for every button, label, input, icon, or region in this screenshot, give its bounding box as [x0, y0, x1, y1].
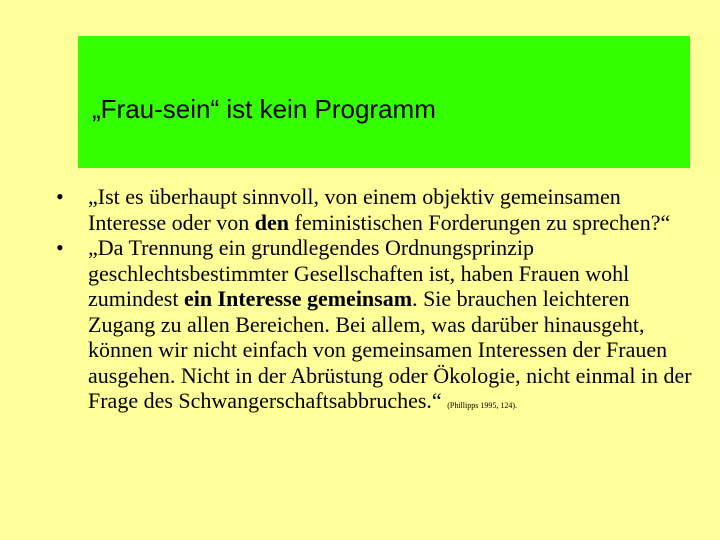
bullet-text: . Sie brauchen leichteren Zugang zu allen Bereichen. Bei allem, was darüber hinausgeht, können wir nicht einfach von gemeinsamen Interessen der Frauen ausgehen. Nicht in der Abrüstung oder Ökologie, nicht einmal in der Frage des Schwangerschaftsabbruches.“ — [88, 286, 692, 413]
bullet-text: „Da Trennung ein grundlegendes Ordnungsprinzip geschlechtsbestimmter Gesellschaften ist, haben Frauen wohl zumindest — [88, 235, 630, 311]
bullet-emphasis: den — [254, 209, 290, 235]
citation: (Phillipps 1995, 124). — [447, 401, 517, 410]
bullet-icon: • — [56, 184, 64, 209]
slide-title: „Frau-sein“ ist kein Programm — [92, 94, 436, 124]
bullet-text: „Ist es überhaupt sinnvoll, von einem objektiv gemeinsamen Interesse oder von — [88, 184, 621, 235]
bullet-item-quote — [56, 235, 696, 414]
bullet-emphasis: ein Interesse gemeinsam — [183, 286, 413, 311]
bullet-list — [56, 184, 696, 414]
bullet-text: feministischen Forderungen zu sprechen?“ — [289, 209, 671, 235]
bullet-item-question — [56, 184, 696, 235]
bullet-icon: • — [56, 235, 64, 260]
